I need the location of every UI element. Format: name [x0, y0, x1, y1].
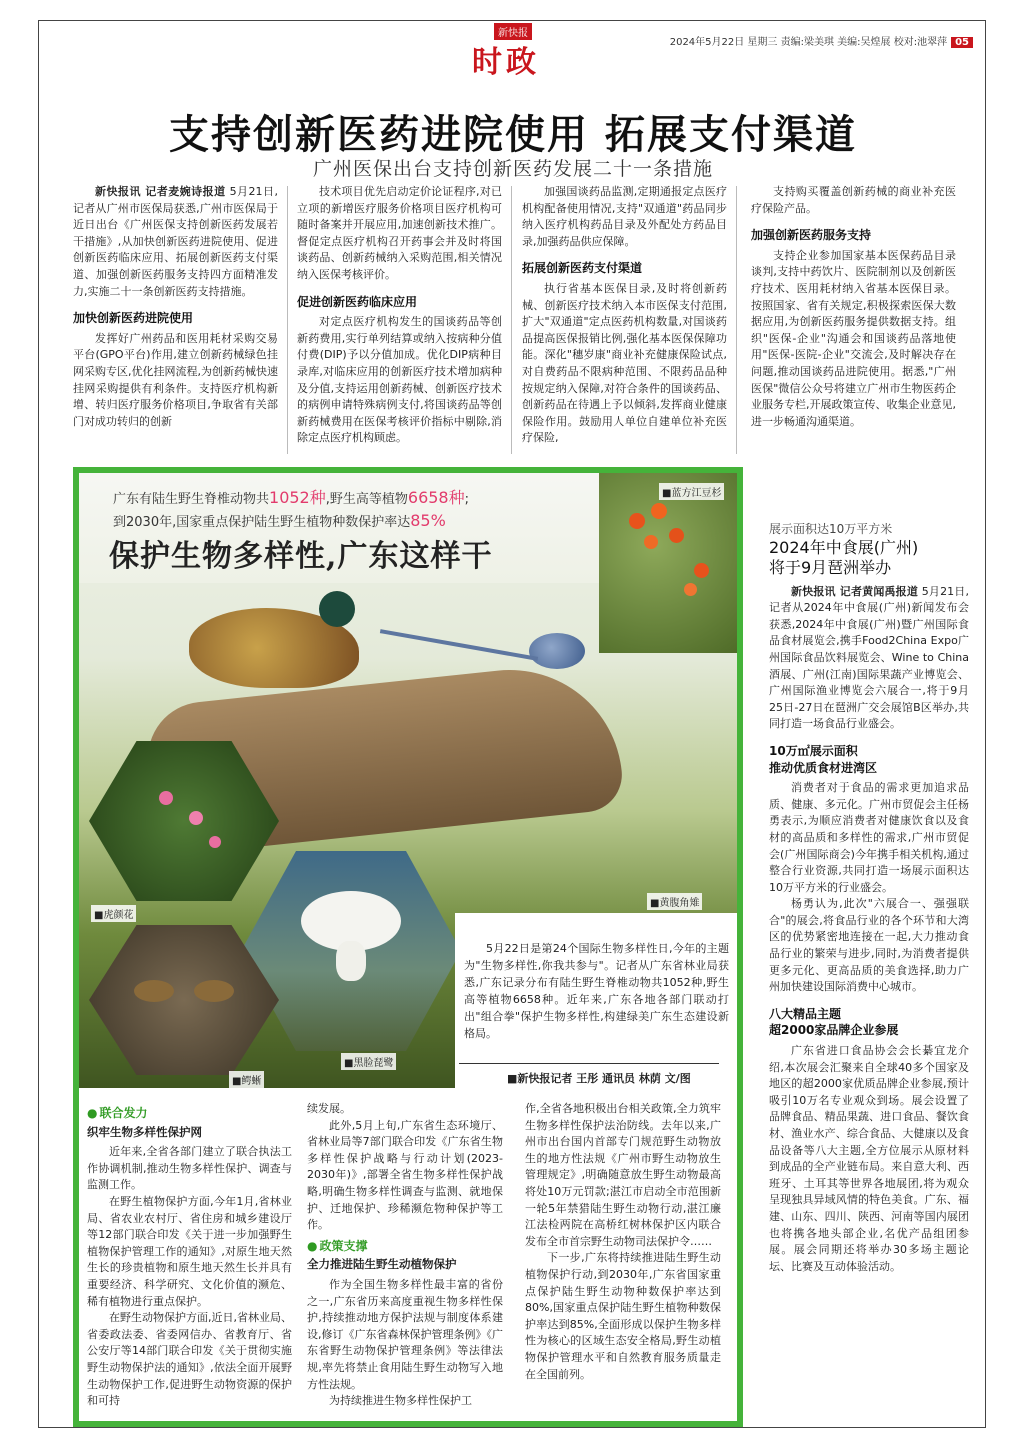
- stat-number-rate: 85%: [410, 511, 446, 530]
- date-text: 2024年5月22日 星期三 责编:梁美琪 美编:吴煌展 校对:池翠萍: [669, 37, 948, 48]
- main-col1-p2: 发挥好广州药品和医用耗材采购交易平台(GPO平台)作用,建立创新药械绿色挂网采购专区,优化挂网流程,为创新药械快速挂网采购提供有利条件。支持医疗机构新增、转归医疗服务价格项目,争取省有关部门对成功转归的创新: [73, 331, 278, 428]
- side-p3: 杨勇认为,此次"六展合一、强强联合"的展会,将食品行业的各个环节和大湾区的优势紧密地连接在一起,大力推动食品行业的繁荣与进步,同时,为消费者提供更多元化、更高品质的美食选择,助力广州加快建设国际消费中心城市。: [769, 897, 969, 994]
- magpie-image: [529, 633, 585, 669]
- intro-text: 5月22日是第24个国际生物多样性日,今年的主题为"生物多样性,你我共参与"。记者从广东省林业局获悉,广东记录分布有陆生野生脊椎动物共1052种,野生高等植物6658种。近年来,广东各地各部门联动打出"组合拳"保护生物多样性,构建绿美广东生态建设新格局。: [464, 942, 729, 1040]
- side-kicker: 展示面积达10万平方米: [769, 522, 893, 536]
- side-p4: 广东省进口食品协会会长綦宜龙介绍,本次展会汇聚来自全球40多个国家及地区的超2000家优质品牌企业参展,预计吸引10万名专业观众到场。展会设置了品牌食品、精品果蔬、进口食品、餐饮食材、渔业水产、综合食品、大健康以及食品设备等八大主题,全方位展示从原材料到成品的全产业链布局。来自意大利、西班牙、土耳其等世界各地展团,将为观众呈现独具异域风情的特色美食。广东、福建、山东、四川、陕西、河南等国内展团也将携各地头部企业,名优产品组团参展。展会同期还将举办30多场主题论坛、比赛及互动体验活动。: [769, 1044, 969, 1273]
- feature-c2-p4: 为持续推进生物多样性保护工: [329, 1394, 472, 1408]
- feature-c1-p2: 在野生植物保护方面,今年1月,省林业局、省农业农村厅、省住房和城乡建设厅等12部门联合印发《关于进一步加强野生植物保护管理工作的通知》,对原生地天然生长的珍贵植物和原生地天然生长并具有重要经济、科学研究、文化价值的濒危、稀有植物进行重点保护。: [87, 1194, 292, 1308]
- stat-text: ,野生高等植物: [325, 492, 408, 507]
- stat-number-vertebrates: 1052种: [269, 488, 326, 507]
- main-col2-p1: 技术项目优先启动定价论证程序,对已立项的新增医疗服务价格项目医疗机构可随时备案并开展应用,加速创新技术推广。督促定点医疗机构召开药事会并及时将国谈药品、创新药械纳入采购范围,相关情况纳入医保考核评价。: [297, 185, 502, 281]
- main-lead: 新快报讯 记者麦婉诗报道: [95, 185, 226, 198]
- side-headline-1: 2024年中食展(广州): [769, 537, 919, 557]
- main-col-4: [751, 184, 956, 430]
- stat-line-1: [113, 487, 469, 510]
- newspaper-page: [38, 20, 986, 1428]
- feature-subheading-2: 全力推进陆生野生动植物保护: [307, 1257, 457, 1272]
- side-p2: 消费者对于食品的需求更加追求品质、健康、多元化。广州市贸促会主任杨勇表示,为顺应消费者对健康饮食以及食材的高品质和多样性的需求,广州市贸促会(广州国际商会)今年携手相关机构,通过整合行业资源,共同打造一场展示面积达10万平方米的行业盛会。: [769, 781, 969, 894]
- main-subheading-4: 加强创新医药服务支持: [751, 228, 872, 243]
- side-story: [769, 521, 969, 1275]
- stat-number-plants: 6658种: [407, 488, 465, 507]
- feature-col-2: [307, 1101, 503, 1410]
- main-subheading-3: 拓展创新医药支付渠道: [522, 261, 643, 276]
- caption-flower: ■虎颜花: [91, 905, 136, 922]
- divider: [511, 186, 512, 454]
- tag-policy: ● 政策支撑: [307, 1238, 503, 1255]
- feature-c1-p3: 在野生动物保护方面,近日,省林业局、省委政法委、省委网信办、省教育厅、省公安厅等14部门联合印发《关于贯彻实施野生动物保护法的通知》,依法全面开展野生动物保护工作,促进野生动物资源的保护和可持: [87, 1311, 292, 1408]
- main-col-1: [73, 184, 278, 430]
- main-col-3: [522, 184, 727, 447]
- berry-branch-image: [599, 473, 737, 653]
- side-p1: 5月21日,记者从2024年中食展(广州)新闻发布会获悉,2024年中食展(广州)暨广州国际食品食材展览会,携手Food2China Expo广州国际食品饮料展览会、Wine to China酒展、广州(江南)国际果蔬产业博览会、广州国际渔业博览会六展合一,将于9月25日-27日在琶洲广交会展馆B区举办,共同打造一场食品行业盛会。: [769, 584, 969, 731]
- feature-col-3: [525, 1101, 721, 1383]
- caption-lizard: ■鳄蜥: [229, 1071, 264, 1088]
- main-headline: 支持创新医药进院使用 拓展支付渠道: [169, 111, 857, 158]
- stat-block: [113, 487, 469, 533]
- main-subheading-1: 加快创新医药进院使用: [73, 311, 194, 326]
- feature-title: 保护生物多样性,广东这样干: [109, 539, 493, 574]
- main-col3-p2: 执行省基本医保目录,及时将创新药械、创新医疗技术纳入本市医保支付范围,扩大"双通道"定点医药机构数量,对国谈药品提高医保报销比例,强化基本医保保障功能。深化"穗岁康"商业补充健康保险试点,对自费药品不限病种范围、不限药品品种按规定纳入保障,对符合条件的国谈药品、创新药品在待遇上予以倾斜,发挥商业健康保险作用。鼓励用人单位自建单位补充医疗保险,: [522, 281, 727, 445]
- caption-berry: ■蓝方江豆杉: [659, 483, 724, 500]
- caption-spoonbill: ■黑脸琵鹭: [341, 1053, 396, 1070]
- divider: [287, 186, 288, 454]
- main-col-2: [297, 184, 502, 447]
- feature-c2-p3: 作为全国生物多样性最丰富的省份之一,广东省历来高度重视生物多样性保护,持续推动地方保护法规与制度体系建设,修订《广东省森林保护管理条例》《广东省野生动物保护管理条例》等法律法规,率先将禁止食用陆生野生动物写入地方性法规。: [307, 1277, 503, 1391]
- tag-joint-effort: ● 联合发力: [87, 1105, 292, 1122]
- spoonbill-hexagon-image: [241, 851, 461, 1051]
- feature-c1-p1: 近年来,全省各部门建立了联合执法工作协调机制,推动生物多样性保护、调查与监测工作。: [87, 1145, 292, 1192]
- stat-line-2: [113, 510, 469, 533]
- stat-text: 广东有陆生野生脊椎动物共: [113, 492, 270, 507]
- main-subhead: 广州医保出台支持创新医药发展二十一条措施: [312, 158, 713, 180]
- main-col4-p1: 支持购买覆盖创新药械的商业补充医疗保险产品。: [751, 185, 956, 215]
- main-col4-p2: 支持企业参加国家基本医保药品目录谈判,支持中药饮片、医院制剂以及创新医疗技术、医用耗材纳入省基本医保目录。按照国家、省有关规定,积极探索医保大数据应用,为创新医药服务提供数据支持。组织"医保-企业"沟通会和国谈药品落地使用"医保-医院-企业"交流会,及时解决存在问题,推动国谈药品进院使用。据悉,"广州医保"微信公众号将建立广州市生物医药企业服务专栏,开展政策宣传、收集企业意见,进一步畅通沟通渠道。: [751, 248, 956, 428]
- side-headline-2: 将于9月琶洲举办: [769, 557, 892, 577]
- brand-badge: 新快报: [494, 23, 532, 40]
- side-subheading-1a: 10万㎡展示面积: [769, 743, 858, 758]
- caption-pheasant: ■黄腹角雉: [647, 893, 702, 910]
- main-col3-p1: 加强国谈药品监测,定期通报定点医疗机构配备使用情况,支持"双通道"药品同步纳入医疗机构药品目录及外配处方药品目录,加强药品供应保障。: [522, 185, 727, 248]
- feature-c2-p2: 此外,5月上旬,广东省生态环境厅、省林业局等7部门联合印发《广东省生物多样性保护战略与行动计划(2023-2030年)》,部署全省生物多样性保护战略,明确生物多样性调查与监测、就地保护、迁地保护、珍稀濒危物种保护等工作。: [307, 1118, 503, 1232]
- section-title: 时政: [472, 45, 540, 80]
- divider: [736, 186, 737, 454]
- side-subheading-1b: 推动优质食材进湾区: [769, 760, 878, 775]
- side-subheading-2b: 超2000家品牌企业参展: [769, 1023, 899, 1038]
- side-subheading-2a: 八大精品主题: [769, 1006, 842, 1021]
- stat-text: ;: [464, 492, 470, 507]
- feature-col-1: [87, 1101, 292, 1410]
- date-line: [670, 33, 973, 48]
- magpie-tail: [380, 629, 538, 661]
- byline-rule: [459, 1063, 719, 1064]
- main-col2-p2: 对定点医疗机构发生的国谈药品等创新药费用,实行单列结算或纳入按病种分值付费(DIP)予以分值加成。优化DIP病种目录库,对临床应用的创新医疗技术增加病种及分值,支持运用创新药械、创新医疗技术的病例申请特殊病例支付,将国谈药品等创新药械费用在医保考核评价指标中剔除,消除定点医疗机构顾虑。: [297, 315, 502, 445]
- feature-intro: [464, 940, 729, 1042]
- stat-text: 到2030年,国家重点保护陆生野生植物种数保护率达: [113, 515, 411, 530]
- feature-c2-p1: 续发展。: [307, 1102, 351, 1115]
- masthead: [39, 21, 987, 81]
- feature-subheading-1: 织牢生物多样性保护网: [87, 1124, 202, 1139]
- feature-c3-p2: 下一步,广东将持续推进陆生野生动植物保护行动,到2030年,广东省国家重点保护陆生野生动物种数保护率达到80%,国家重点保护陆生野生植物种数保护率达到85%,全面形成以保护生物多样性为核心的区域生态安全格局,野生动植物保护管理水平和自然教育服务质量走在全国前列。: [525, 1251, 721, 1381]
- page-number: 05: [951, 37, 973, 48]
- feature-c3-p1: 作,全省各地积极出台相关政策,全力筑牢生物多样性保护法治防线。去年以来,广州市出台国内首部专门规范野生动物放生的地方性法规《广州市野生动物放生管理规定》,明确随意放生野生动物最高将处10万元罚款;湛江市启动全市范围新一轮5年禁猎陆生野生动物行动,湛江廉江法检两院在高桥红树林保护区内联合发布全市首宗野生动物司法保护令……: [525, 1102, 721, 1248]
- feature-byline: ■新快报记者 王彤 通讯员 林荫 文/图: [507, 1072, 691, 1085]
- pheasant-head: [319, 591, 355, 627]
- main-subheading-2: 促进创新医药临床应用: [297, 294, 418, 309]
- main-col1-p1: 5月21日,记者从广州市医保局获悉,广州市医保局于近日出台《广州医保支持创新医药发展若干措施》,从加快创新医药进院使用、促进创新医药临床应用、拓展创新医药支付渠道、加强创新医药服务支持四方面精准发力,实施二十一条创新医药支持措施。: [73, 185, 278, 298]
- side-lead: 新快报讯 记者黄闻禹报道: [791, 584, 919, 598]
- biodiversity-feature: [73, 467, 743, 1427]
